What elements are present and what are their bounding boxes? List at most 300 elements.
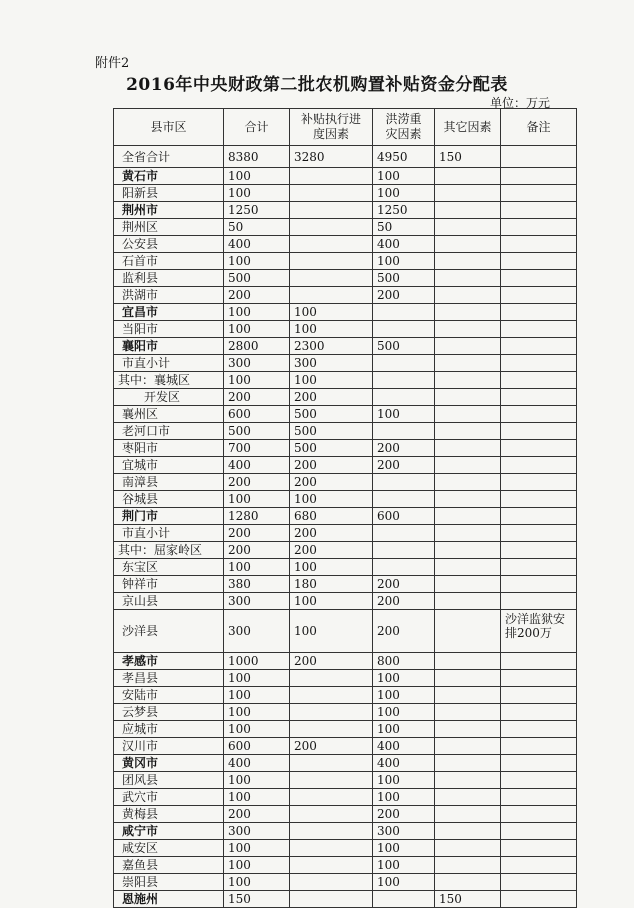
flood-cell <box>373 559 435 576</box>
total-cell: 700 <box>224 440 290 457</box>
table-row <box>114 457 577 474</box>
flood-cell <box>373 491 435 508</box>
progress-cell <box>290 253 373 270</box>
total-cell: 300 <box>224 355 290 372</box>
table-row <box>114 321 577 338</box>
unit-label: 单位：万元 <box>489 96 550 110</box>
region-cell: 黄冈市 <box>114 755 224 772</box>
note-cell <box>501 721 577 738</box>
other-cell <box>435 304 501 321</box>
other-cell <box>435 874 501 891</box>
total-cell: 8380 <box>224 146 290 168</box>
page-title: 2016年中央财政第二批农机购置补贴资金分配表 <box>126 75 508 95</box>
progress-cell: 100 <box>290 593 373 610</box>
progress-cell: 100 <box>290 372 373 389</box>
flood-cell: 500 <box>373 338 435 355</box>
total-cell: 100 <box>224 840 290 857</box>
total-cell: 600 <box>224 738 290 755</box>
allocation-table <box>113 108 577 908</box>
total-cell: 300 <box>224 610 290 653</box>
progress-cell <box>290 687 373 704</box>
other-cell <box>435 355 501 372</box>
region-cell: 宜城市 <box>114 457 224 474</box>
note-cell <box>501 874 577 891</box>
progress-cell: 180 <box>290 576 373 593</box>
table-row <box>114 185 577 202</box>
total-cell: 400 <box>224 755 290 772</box>
flood-cell: 100 <box>373 789 435 806</box>
table-row <box>114 687 577 704</box>
table-row <box>114 789 577 806</box>
region-cell: 市直小计 <box>114 525 224 542</box>
other-cell <box>435 423 501 440</box>
other-cell <box>435 338 501 355</box>
note-cell: 沙洋监狱安排200万 <box>501 610 577 653</box>
other-cell <box>435 738 501 755</box>
table-row <box>114 670 577 687</box>
attachment-label: 附件2 <box>95 56 130 71</box>
region-cell: 老河口市 <box>114 423 224 440</box>
table-row <box>114 270 577 287</box>
region-cell: 咸安区 <box>114 840 224 857</box>
progress-cell <box>290 185 373 202</box>
note-cell <box>501 704 577 721</box>
progress-cell: 500 <box>290 423 373 440</box>
progress-cell: 500 <box>290 440 373 457</box>
other-cell: 150 <box>435 891 501 908</box>
flood-cell: 200 <box>373 593 435 610</box>
note-cell <box>501 559 577 576</box>
other-cell <box>435 406 501 423</box>
other-cell <box>435 610 501 653</box>
progress-cell: 200 <box>290 542 373 559</box>
table-row <box>114 823 577 840</box>
region-cell: 咸宁市 <box>114 823 224 840</box>
other-cell <box>435 687 501 704</box>
region-cell: 阳新县 <box>114 185 224 202</box>
total-cell: 100 <box>224 559 290 576</box>
total-cell: 100 <box>224 491 290 508</box>
note-cell <box>501 474 577 491</box>
table-row <box>114 542 577 559</box>
note-cell <box>501 253 577 270</box>
total-cell: 300 <box>224 593 290 610</box>
progress-cell <box>290 874 373 891</box>
table-row <box>114 168 577 185</box>
flood-cell <box>373 542 435 559</box>
region-cell: 公安县 <box>114 236 224 253</box>
flood-cell: 100 <box>373 721 435 738</box>
total-cell: 200 <box>224 474 290 491</box>
note-cell <box>501 423 577 440</box>
total-cell: 400 <box>224 457 290 474</box>
col-header: 备注 <box>501 109 577 146</box>
total-cell: 100 <box>224 704 290 721</box>
other-cell <box>435 806 501 823</box>
flood-cell: 200 <box>373 576 435 593</box>
progress-cell: 200 <box>290 653 373 670</box>
total-cell: 1000 <box>224 653 290 670</box>
note-cell <box>501 755 577 772</box>
other-cell <box>435 840 501 857</box>
progress-cell <box>290 806 373 823</box>
other-cell <box>435 576 501 593</box>
flood-cell: 100 <box>373 253 435 270</box>
other-cell <box>435 440 501 457</box>
note-cell <box>501 738 577 755</box>
other-cell <box>435 721 501 738</box>
flood-cell: 200 <box>373 287 435 304</box>
total-cell: 100 <box>224 304 290 321</box>
progress-cell: 200 <box>290 389 373 406</box>
progress-cell: 100 <box>290 321 373 338</box>
table-row <box>114 755 577 772</box>
note-cell <box>501 202 577 219</box>
note-cell <box>501 593 577 610</box>
other-cell <box>435 559 501 576</box>
region-cell: 孝昌县 <box>114 670 224 687</box>
progress-cell <box>290 236 373 253</box>
region-cell: 恩施州 <box>114 891 224 908</box>
table-row <box>114 653 577 670</box>
total-cell: 100 <box>224 168 290 185</box>
header-row <box>114 109 577 146</box>
progress-cell: 200 <box>290 457 373 474</box>
note-cell <box>501 525 577 542</box>
total-cell: 100 <box>224 721 290 738</box>
flood-cell: 200 <box>373 806 435 823</box>
flood-cell: 600 <box>373 508 435 525</box>
region-cell: 当阳市 <box>114 321 224 338</box>
other-cell <box>435 491 501 508</box>
table-row <box>114 721 577 738</box>
other-cell <box>435 202 501 219</box>
other-cell <box>435 772 501 789</box>
region-cell: 石首市 <box>114 253 224 270</box>
region-cell: 全省合计 <box>114 146 224 168</box>
region-cell: 京山县 <box>114 593 224 610</box>
table-row <box>114 891 577 908</box>
other-cell <box>435 185 501 202</box>
note-cell <box>501 491 577 508</box>
region-cell: 黄石市 <box>114 168 224 185</box>
table-row <box>114 874 577 891</box>
region-cell: 嘉鱼县 <box>114 857 224 874</box>
other-cell <box>435 474 501 491</box>
flood-cell: 100 <box>373 687 435 704</box>
table-row <box>114 559 577 576</box>
note-cell <box>501 406 577 423</box>
flood-cell: 100 <box>373 874 435 891</box>
progress-cell <box>290 219 373 236</box>
total-cell: 100 <box>224 772 290 789</box>
table-row <box>114 491 577 508</box>
progress-cell: 500 <box>290 406 373 423</box>
progress-cell <box>290 670 373 687</box>
region-cell: 谷城县 <box>114 491 224 508</box>
total-cell: 50 <box>224 219 290 236</box>
table-row <box>114 146 577 168</box>
region-cell: 监利县 <box>114 270 224 287</box>
progress-cell: 200 <box>290 525 373 542</box>
progress-cell: 2300 <box>290 338 373 355</box>
other-cell <box>435 525 501 542</box>
region-cell: 洪湖市 <box>114 287 224 304</box>
note-cell <box>501 823 577 840</box>
progress-cell <box>290 823 373 840</box>
other-cell <box>435 789 501 806</box>
progress-cell: 100 <box>290 304 373 321</box>
flood-cell <box>373 423 435 440</box>
progress-cell <box>290 857 373 874</box>
other-cell <box>435 219 501 236</box>
total-cell: 300 <box>224 823 290 840</box>
total-cell: 600 <box>224 406 290 423</box>
other-cell <box>435 857 501 874</box>
total-cell: 200 <box>224 525 290 542</box>
flood-cell: 4950 <box>373 146 435 168</box>
total-cell: 100 <box>224 253 290 270</box>
progress-cell: 100 <box>290 610 373 653</box>
flood-cell <box>373 474 435 491</box>
total-cell: 1280 <box>224 508 290 525</box>
region-cell: 开发区 <box>114 389 224 406</box>
col-header: 补贴执行进度因素 <box>290 109 373 146</box>
note-cell <box>501 338 577 355</box>
flood-cell: 100 <box>373 185 435 202</box>
table-row <box>114 372 577 389</box>
flood-cell: 100 <box>373 168 435 185</box>
other-cell <box>435 670 501 687</box>
flood-cell: 400 <box>373 755 435 772</box>
region-cell: 云梦县 <box>114 704 224 721</box>
progress-cell: 300 <box>290 355 373 372</box>
progress-cell <box>290 168 373 185</box>
table-row <box>114 772 577 789</box>
total-cell: 380 <box>224 576 290 593</box>
total-cell: 100 <box>224 670 290 687</box>
table-row <box>114 219 577 236</box>
flood-cell: 1250 <box>373 202 435 219</box>
flood-cell <box>373 372 435 389</box>
flood-cell <box>373 525 435 542</box>
other-cell <box>435 321 501 338</box>
table-row <box>114 806 577 823</box>
other-cell <box>435 593 501 610</box>
note-cell <box>501 355 577 372</box>
note-cell <box>501 321 577 338</box>
progress-cell <box>290 287 373 304</box>
note-cell <box>501 389 577 406</box>
note-cell <box>501 542 577 559</box>
region-cell: 崇阳县 <box>114 874 224 891</box>
region-cell: 钟祥市 <box>114 576 224 593</box>
other-cell <box>435 542 501 559</box>
table-row <box>114 406 577 423</box>
table-row <box>114 253 577 270</box>
progress-cell <box>290 721 373 738</box>
flood-cell: 300 <box>373 823 435 840</box>
col-header: 其它因素 <box>435 109 501 146</box>
total-cell: 200 <box>224 806 290 823</box>
other-cell <box>435 457 501 474</box>
note-cell <box>501 440 577 457</box>
table-row <box>114 525 577 542</box>
table-row <box>114 738 577 755</box>
note-cell <box>501 772 577 789</box>
region-cell: 襄阳市 <box>114 338 224 355</box>
flood-cell <box>373 321 435 338</box>
note-cell <box>501 576 577 593</box>
note-cell <box>501 372 577 389</box>
progress-cell <box>290 202 373 219</box>
region-cell: 团风县 <box>114 772 224 789</box>
region-cell: 黄梅县 <box>114 806 224 823</box>
total-cell: 100 <box>224 372 290 389</box>
total-cell: 500 <box>224 270 290 287</box>
flood-cell: 100 <box>373 670 435 687</box>
progress-cell <box>290 704 373 721</box>
flood-cell: 50 <box>373 219 435 236</box>
total-cell: 100 <box>224 321 290 338</box>
progress-cell: 200 <box>290 738 373 755</box>
region-cell: 襄州区 <box>114 406 224 423</box>
table-row <box>114 840 577 857</box>
progress-cell: 100 <box>290 491 373 508</box>
other-cell <box>435 253 501 270</box>
table-row <box>114 857 577 874</box>
progress-cell <box>290 891 373 908</box>
total-cell: 2800 <box>224 338 290 355</box>
region-cell: 荆州市 <box>114 202 224 219</box>
flood-cell: 200 <box>373 440 435 457</box>
total-cell: 100 <box>224 185 290 202</box>
table-row <box>114 389 577 406</box>
progress-cell: 680 <box>290 508 373 525</box>
note-cell <box>501 806 577 823</box>
note-cell <box>501 457 577 474</box>
progress-cell <box>290 755 373 772</box>
note-cell <box>501 891 577 908</box>
total-cell: 100 <box>224 874 290 891</box>
total-cell: 200 <box>224 287 290 304</box>
table-row <box>114 355 577 372</box>
total-cell: 400 <box>224 236 290 253</box>
progress-cell: 3280 <box>290 146 373 168</box>
flood-cell: 500 <box>373 270 435 287</box>
region-cell: 南漳县 <box>114 474 224 491</box>
note-cell <box>501 789 577 806</box>
col-header: 合计 <box>224 109 290 146</box>
flood-cell <box>373 304 435 321</box>
region-cell: 孝感市 <box>114 653 224 670</box>
note-cell <box>501 857 577 874</box>
note-cell <box>501 670 577 687</box>
table-row <box>114 704 577 721</box>
note-cell <box>501 840 577 857</box>
total-cell: 500 <box>224 423 290 440</box>
col-header: 洪涝重灾因素 <box>373 109 435 146</box>
total-cell: 100 <box>224 789 290 806</box>
col-header: 县市区 <box>114 109 224 146</box>
table-body <box>114 146 577 908</box>
table-row <box>114 593 577 610</box>
table-row <box>114 508 577 525</box>
note-cell <box>501 304 577 321</box>
region-cell: 东宝区 <box>114 559 224 576</box>
note-cell <box>501 219 577 236</box>
note-cell <box>501 653 577 670</box>
flood-cell: 100 <box>373 857 435 874</box>
region-cell: 应城市 <box>114 721 224 738</box>
progress-cell <box>290 270 373 287</box>
table-row <box>114 610 577 653</box>
region-cell: 枣阳市 <box>114 440 224 457</box>
flood-cell: 200 <box>373 610 435 653</box>
table-row <box>114 423 577 440</box>
total-cell: 200 <box>224 542 290 559</box>
other-cell <box>435 704 501 721</box>
flood-cell: 100 <box>373 772 435 789</box>
other-cell <box>435 389 501 406</box>
flood-cell: 400 <box>373 236 435 253</box>
other-cell <box>435 287 501 304</box>
note-cell <box>501 270 577 287</box>
progress-cell <box>290 840 373 857</box>
region-cell: 宜昌市 <box>114 304 224 321</box>
table-row <box>114 202 577 219</box>
note-cell <box>501 508 577 525</box>
table-row <box>114 287 577 304</box>
total-cell: 100 <box>224 687 290 704</box>
table-row <box>114 576 577 593</box>
flood-cell: 200 <box>373 457 435 474</box>
flood-cell: 800 <box>373 653 435 670</box>
other-cell <box>435 508 501 525</box>
region-cell: 其中：襄城区 <box>114 372 224 389</box>
note-cell <box>501 146 577 168</box>
progress-cell: 200 <box>290 474 373 491</box>
flood-cell <box>373 355 435 372</box>
region-cell: 荆门市 <box>114 508 224 525</box>
other-cell <box>435 236 501 253</box>
flood-cell: 100 <box>373 406 435 423</box>
flood-cell: 400 <box>373 738 435 755</box>
region-cell: 武穴市 <box>114 789 224 806</box>
table-row <box>114 440 577 457</box>
progress-cell: 100 <box>290 559 373 576</box>
flood-cell <box>373 891 435 908</box>
progress-cell <box>290 772 373 789</box>
other-cell <box>435 270 501 287</box>
region-cell: 安陆市 <box>114 687 224 704</box>
flood-cell: 100 <box>373 704 435 721</box>
table-row <box>114 236 577 253</box>
flood-cell: 100 <box>373 840 435 857</box>
region-cell: 其中：屈家岭区 <box>114 542 224 559</box>
total-cell: 150 <box>224 891 290 908</box>
other-cell <box>435 653 501 670</box>
progress-cell <box>290 789 373 806</box>
note-cell <box>501 168 577 185</box>
region-cell: 沙洋县 <box>114 610 224 653</box>
other-cell: 150 <box>435 146 501 168</box>
note-cell <box>501 236 577 253</box>
other-cell <box>435 823 501 840</box>
other-cell <box>435 755 501 772</box>
note-cell <box>501 287 577 304</box>
table-header <box>114 109 577 146</box>
